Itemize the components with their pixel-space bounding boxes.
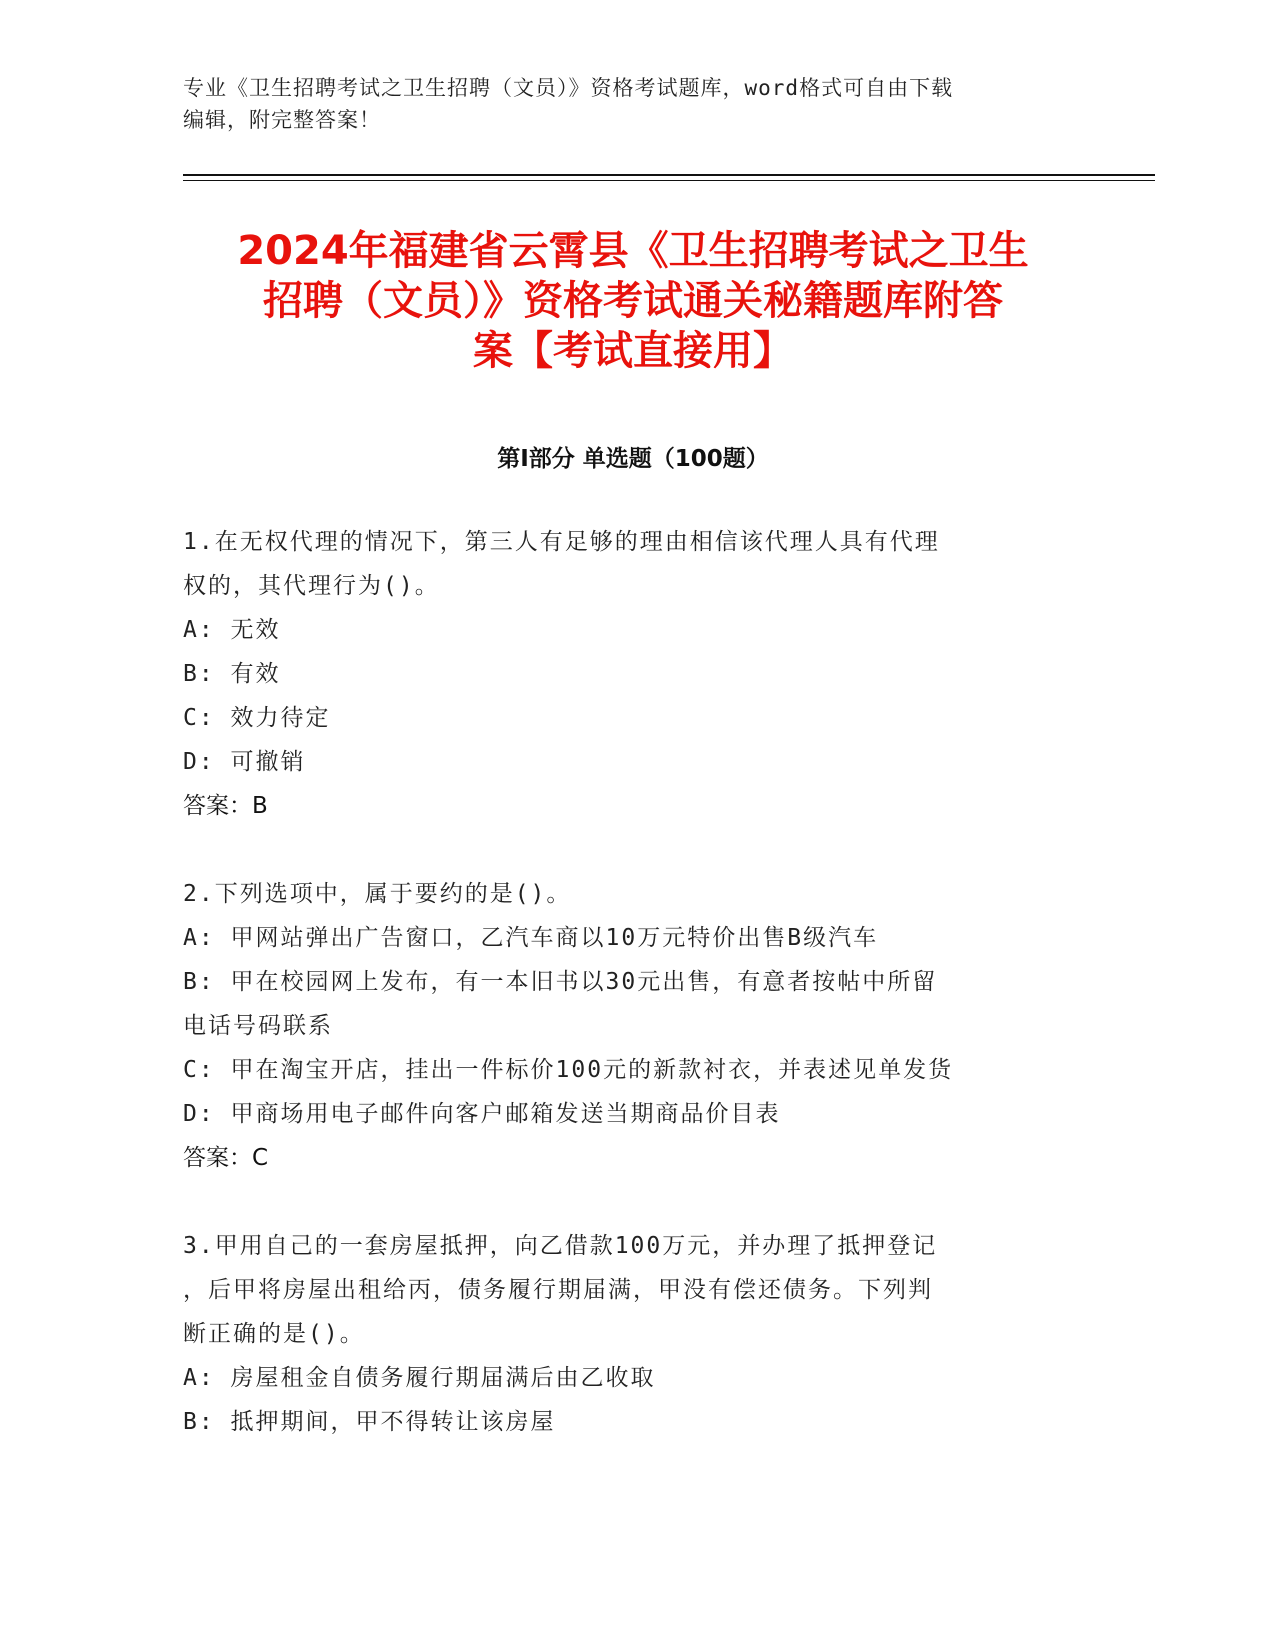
title-line: 招聘（文员）》资格考试通关秘籍题库附答 <box>263 278 1003 324</box>
question-2 <box>183 872 1083 1180</box>
option-b: B: 有效 <box>183 661 281 687</box>
option-b: B: 抵押期间，甲不得转让该房屋 <box>183 1409 556 1435</box>
header-divider-thick <box>183 174 1155 176</box>
header-note <box>183 72 1083 136</box>
question-spacer <box>183 1180 1083 1224</box>
header-divider-thin <box>183 180 1155 181</box>
option-b-continued: 电话号码联系 <box>183 1013 333 1039</box>
title-line: 2024年福建省云霄县《卫生招聘考试之卫生 <box>237 228 1029 274</box>
option-c: C: 甲在淘宝开店，挂出一件标价100元的新款衬衣，并表述见单发货 <box>183 1057 954 1083</box>
question-stem-line: 权的，其代理行为()。 <box>183 573 440 599</box>
option-b: B: 甲在校园网上发布，有一本旧书以30元出售，有意者按帖中所留 <box>183 969 938 995</box>
header-note-line: 编辑，附完整答案！ <box>183 108 381 132</box>
question-stem-line: 3.甲用自己的一套房屋抵押，向乙借款100万元，并办理了抵押登记 <box>183 1233 938 1259</box>
question-spacer <box>183 828 1083 872</box>
option-d: D: 可撤销 <box>183 749 306 775</box>
option-a: A: 甲网站弹出广告窗口，乙汽车商以10万元特价出售B级汽车 <box>183 925 879 951</box>
question-list <box>183 520 1083 1444</box>
question-stem-line: 断正确的是()。 <box>183 1321 365 1347</box>
document-title <box>183 226 1083 376</box>
answer-line: 答案：B <box>183 793 268 819</box>
option-c: C: 效力待定 <box>183 705 331 731</box>
title-line: 案【考试直接用】 <box>473 328 793 374</box>
answer-line: 答案：C <box>183 1145 269 1171</box>
option-d: D: 甲商场用电子邮件向客户邮箱发送当期商品价目表 <box>183 1101 781 1127</box>
question-stem-line: ，后甲将房屋出租给丙，债务履行期届满，甲没有偿还债务。下列判 <box>183 1277 933 1303</box>
question-stem-line: 1.在无权代理的情况下，第三人有足够的理由相信该代理人具有代理 <box>183 529 940 555</box>
option-a: A: 房屋租金自债务履行期届满后由乙收取 <box>183 1365 656 1391</box>
question-stem-line: 2.下列选项中，属于要约的是()。 <box>183 881 572 907</box>
header-note-line: 专业《卫生招聘考试之卫生招聘（文员）》资格考试题库，word格式可自由下载 <box>183 76 954 100</box>
question-1 <box>183 520 1083 828</box>
question-3 <box>183 1224 1083 1444</box>
option-a: A: 无效 <box>183 617 281 643</box>
section-heading: 第Ⅰ部分 单选题（100题） <box>497 446 769 472</box>
